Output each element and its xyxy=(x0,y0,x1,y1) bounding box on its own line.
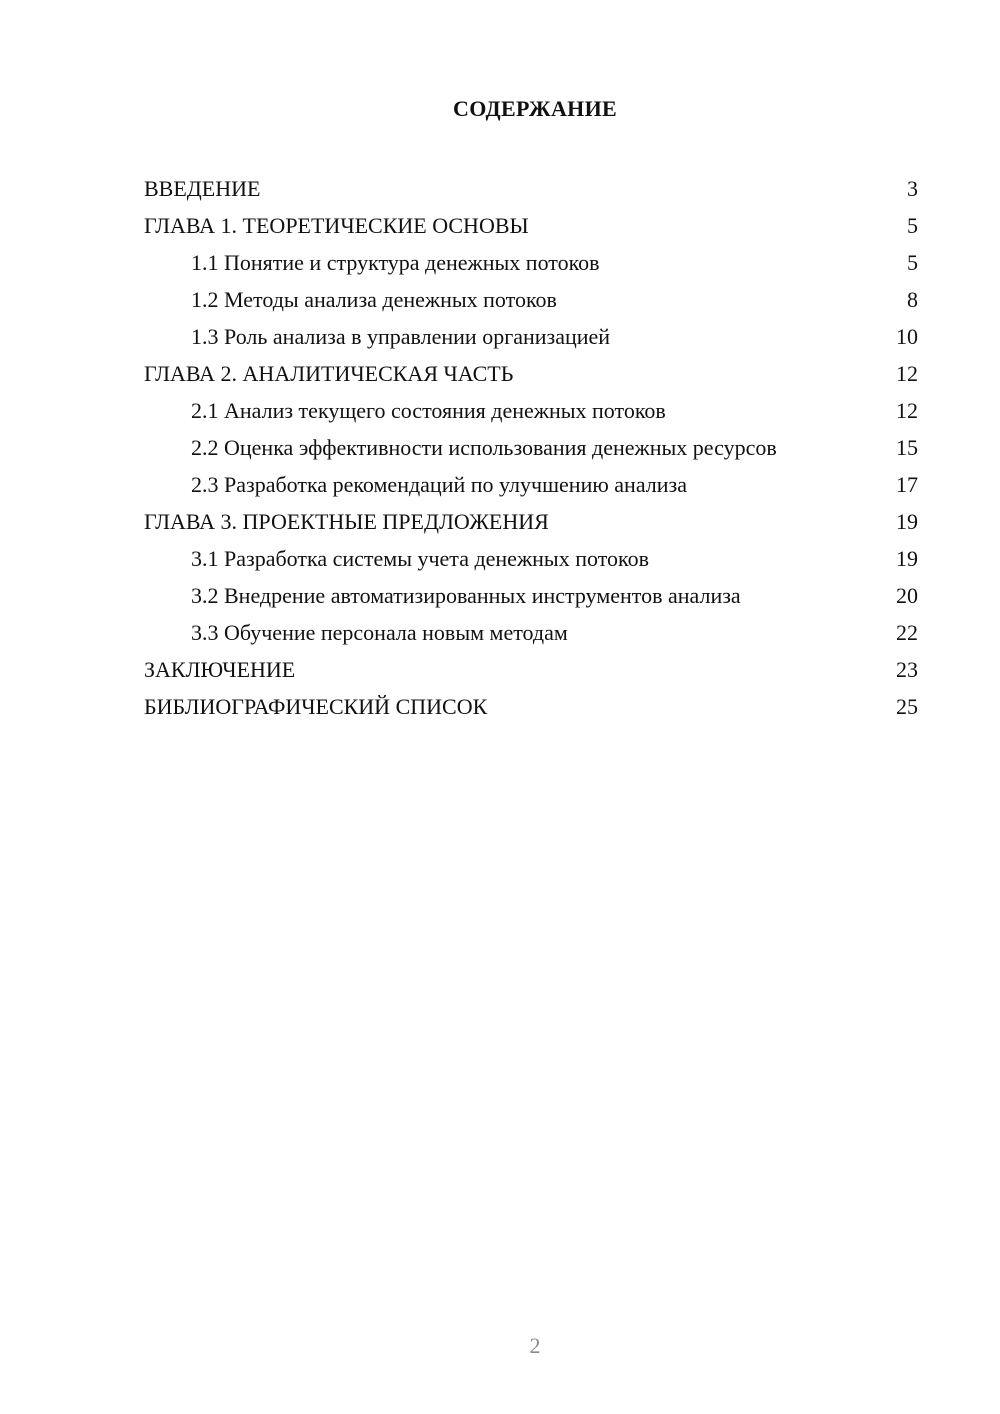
toc-entry-page: 23 xyxy=(896,657,918,682)
toc-entry-label: 1.1 Понятие и структура денежных потоков xyxy=(191,250,600,275)
toc-entry-section-2-3[interactable] xyxy=(144,466,918,503)
toc-entry-page: 15 xyxy=(896,435,918,460)
toc-entry-section-2-2[interactable] xyxy=(144,429,918,466)
toc-entry-label: 1.2 Методы анализа денежных потоков xyxy=(191,287,557,312)
toc-entry-label: 3.2 Внедрение автоматизированных инструментов анализа xyxy=(191,583,741,608)
toc-entry-page: 25 xyxy=(896,694,918,719)
toc-entry-page: 3 xyxy=(907,176,918,201)
toc-entry-label: 2.1 Анализ текущего состояния денежных потоков xyxy=(191,398,666,423)
toc-entry-label: ВВЕДЕНИЕ xyxy=(144,176,261,201)
toc-entry-label: 3.3 Обучение персонала новым методам xyxy=(191,620,568,645)
toc-title: СОДЕРЖАНИЕ xyxy=(453,96,617,121)
toc-entry-page: 12 xyxy=(896,361,918,386)
table-of-contents xyxy=(144,170,918,725)
toc-entry-label: ГЛАВА 1. ТЕОРЕТИЧЕСКИЕ ОСНОВЫ xyxy=(144,213,529,238)
toc-entry-section-1-1[interactable] xyxy=(144,244,918,281)
toc-entry-label: 2.2 Оценка эффективности использования денежных ресурсов xyxy=(191,435,777,460)
toc-entry-section-1-2[interactable] xyxy=(144,281,918,318)
page-number: 2 xyxy=(529,1333,541,1358)
toc-entry-introduction[interactable] xyxy=(144,170,918,207)
toc-entry-chapter-1[interactable] xyxy=(144,207,918,244)
toc-entry-page: 5 xyxy=(907,213,918,238)
toc-entry-label: ГЛАВА 2. АНАЛИТИЧЕСКАЯ ЧАСТЬ xyxy=(144,361,514,386)
toc-entry-chapter-2[interactable] xyxy=(144,355,918,392)
toc-entry-label: ГЛАВА 3. ПРОЕКТНЫЕ ПРЕДЛОЖЕНИЯ xyxy=(144,509,549,534)
toc-entry-label: 3.1 Разработка системы учета денежных потоков xyxy=(191,546,649,571)
toc-entry-page: 19 xyxy=(896,509,918,534)
toc-entry-conclusion[interactable] xyxy=(144,651,918,688)
toc-entry-page: 17 xyxy=(896,472,918,497)
toc-entry-label: 1.3 Роль анализа в управлении организацией xyxy=(191,324,611,349)
toc-entry-label: БИБЛИОГРАФИЧЕСКИЙ СПИСОК xyxy=(144,694,488,719)
toc-entry-section-2-1[interactable] xyxy=(144,392,918,429)
toc-entry-section-3-3[interactable] xyxy=(144,614,918,651)
toc-entry-page: 12 xyxy=(896,398,918,423)
toc-entry-page: 5 xyxy=(907,250,918,275)
toc-entry-section-3-2[interactable] xyxy=(144,577,918,614)
toc-entry-label: 2.3 Разработка рекомендаций по улучшению анализа xyxy=(191,472,687,497)
toc-entry-page: 8 xyxy=(907,287,918,312)
toc-entry-page: 22 xyxy=(896,620,918,645)
toc-entry-section-1-3[interactable] xyxy=(144,318,918,355)
toc-entry-page: 10 xyxy=(896,324,918,349)
toc-entry-chapter-3[interactable] xyxy=(144,503,918,540)
toc-entry-section-3-1[interactable] xyxy=(144,540,918,577)
toc-entry-page: 19 xyxy=(896,546,918,571)
toc-entry-page: 20 xyxy=(896,583,918,608)
toc-entry-bibliography[interactable] xyxy=(144,688,918,725)
toc-entry-label: ЗАКЛЮЧЕНИЕ xyxy=(144,657,296,682)
